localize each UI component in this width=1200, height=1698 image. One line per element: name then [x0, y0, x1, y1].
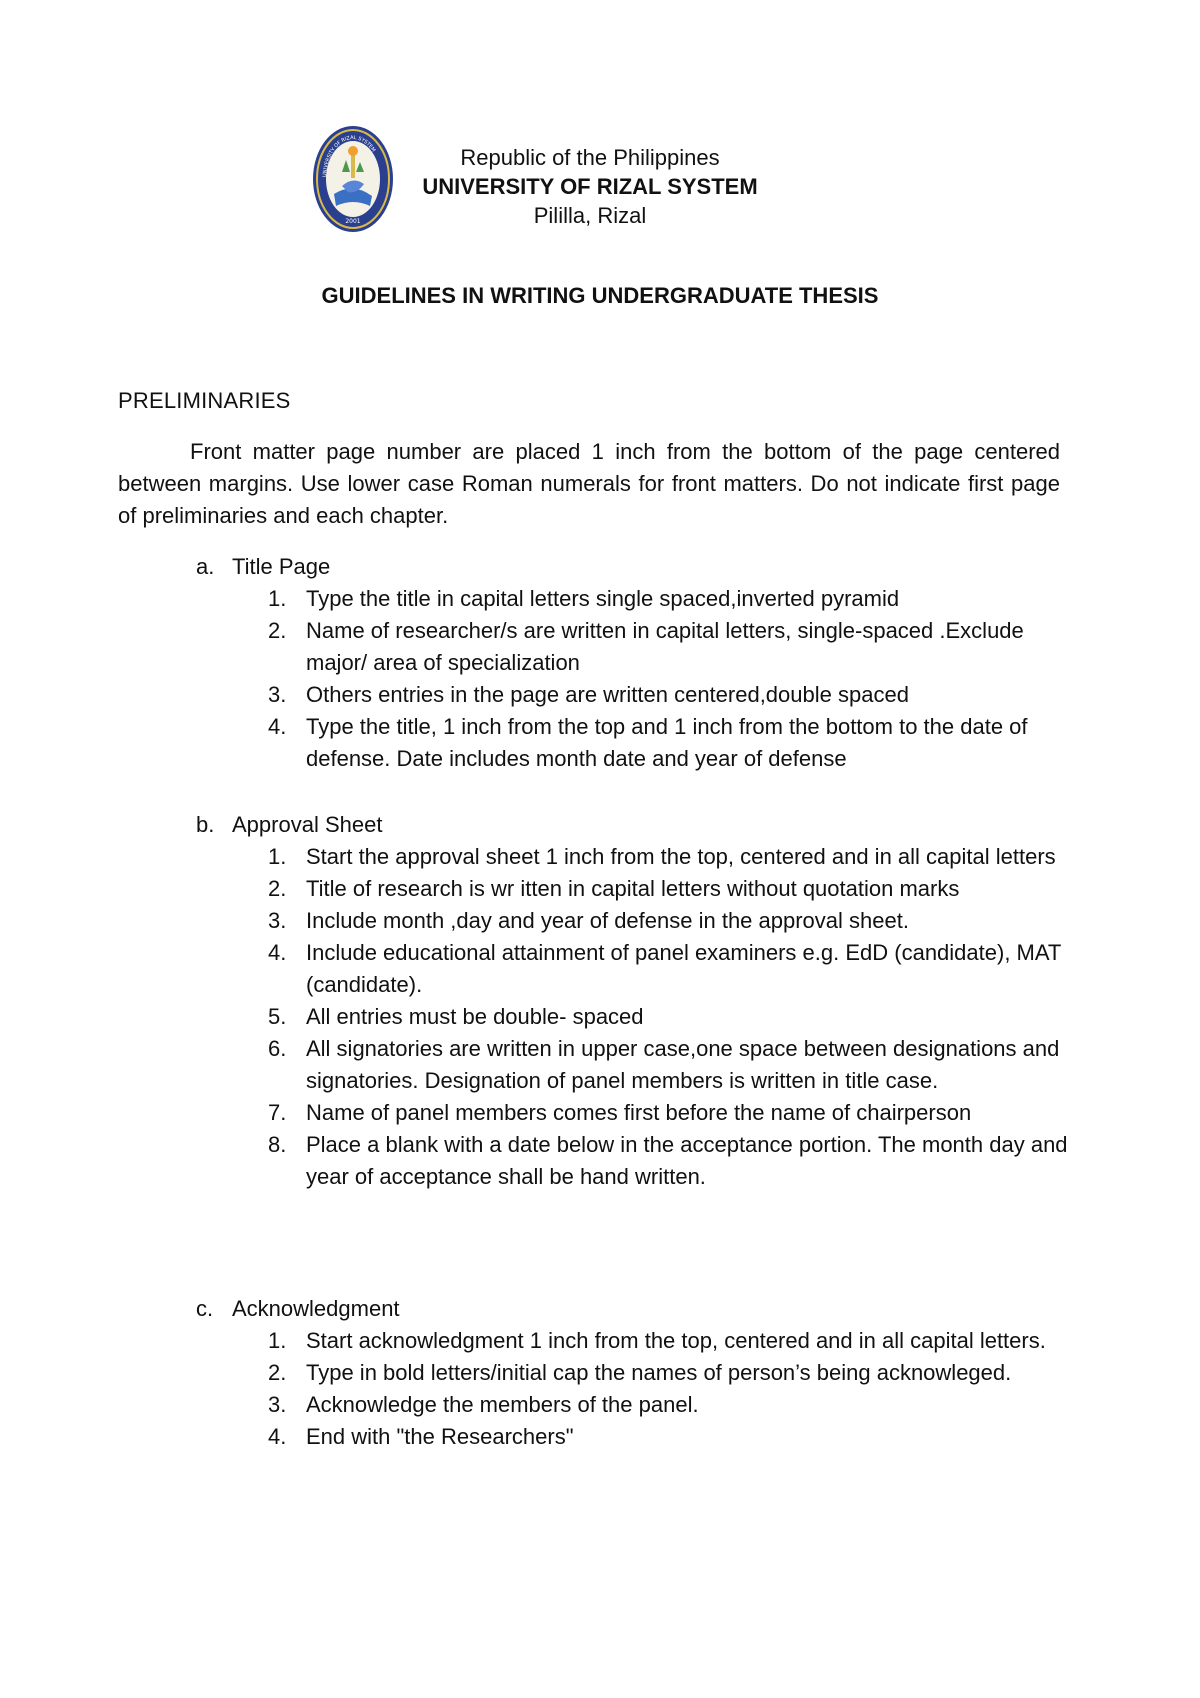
section-heading-text: Acknowledgment: [232, 1296, 400, 1321]
item-number: 4.: [268, 714, 287, 739]
item-number: 1.: [268, 844, 287, 869]
list-item: [268, 1001, 1076, 1033]
item-text: Type in bold letters/initial cap the names of person’s being acknowleged.: [306, 1360, 1012, 1385]
list-item: [268, 1097, 1076, 1129]
letterhead: [380, 143, 800, 230]
item-text: Type the title, 1 inch from the top and 1 inch from the bottom to the date of defense. Date includes month date and year of defense: [306, 714, 1028, 771]
list-item: [268, 1033, 1076, 1097]
item-number: 7.: [268, 1100, 287, 1125]
item-number: 4.: [268, 940, 287, 965]
item-text: Others entries in the page are written centered,double spaced: [306, 682, 909, 707]
item-text: Name of panel members comes first before the name of chairperson: [306, 1100, 972, 1125]
section-marker: a.: [196, 554, 215, 579]
item-number: 4.: [268, 1424, 287, 1449]
item-text: Include month ,day and year of defense in the approval sheet.: [306, 908, 909, 933]
item-number: 6.: [268, 1036, 287, 1061]
intro-paragraph: Front matter page number are placed 1 inch from the bottom of the page centered between margins. Use lower case Roman numerals for front matters. Do not indicate first page of preliminaries and each chapter.: [118, 439, 1060, 528]
list-item: [268, 583, 1076, 615]
list-item: [268, 1129, 1076, 1193]
list-item: [268, 711, 1076, 775]
section-marker: c.: [196, 1296, 214, 1321]
section-marker: b.: [196, 812, 215, 837]
item-number: 2.: [268, 876, 287, 901]
item-text: Place a blank with a date below in the acceptance portion. The month day and year of acceptance shall be hand written.: [306, 1132, 1068, 1189]
item-number: 2.: [268, 1360, 287, 1385]
list-item: [268, 937, 1076, 1001]
item-text: Title of research is wr itten in capital letters without quotation marks: [306, 876, 960, 901]
section-title-page: [196, 551, 1076, 775]
republic-line: Republic of the Philippines: [460, 145, 720, 170]
item-number: 8.: [268, 1132, 287, 1157]
list-item: [268, 841, 1076, 873]
item-number: 1.: [268, 586, 287, 611]
svg-text:UNIVERSITY OF RIZAL SYSTEM: UNIVERSITY OF RIZAL SYSTEM: [322, 134, 377, 178]
section-heading-text: Title Page: [232, 554, 331, 579]
document-title: GUIDELINES IN WRITING UNDERGRADUATE THESIS: [321, 283, 879, 308]
item-number: 1.: [268, 1328, 287, 1353]
list-item: [268, 1389, 1076, 1421]
item-text: Start the approval sheet 1 inch from the top, centered and in all capital letters: [306, 844, 1056, 869]
list-item: [268, 679, 1076, 711]
item-number: 3.: [268, 682, 287, 707]
university-name: UNIVERSITY OF RIZAL SYSTEM: [422, 174, 758, 199]
list-item: [268, 1325, 1076, 1357]
list-item: [268, 615, 1076, 679]
item-number: 3.: [268, 908, 287, 933]
item-text: Acknowledge the members of the panel.: [306, 1392, 699, 1417]
seal-year: 2001: [345, 218, 361, 225]
list-item: [268, 1421, 1076, 1453]
list-item: [268, 873, 1076, 905]
list-item: [268, 905, 1076, 937]
item-number: 5.: [268, 1004, 287, 1029]
item-text: Type the title in capital letters single spaced,inverted pyramid: [306, 586, 900, 611]
item-text: End with "the Researchers": [306, 1424, 574, 1449]
section-approval-sheet: [196, 809, 1076, 1193]
item-number: 2.: [268, 618, 287, 643]
section-heading-text: Approval Sheet: [232, 812, 383, 837]
item-number: 3.: [268, 1392, 287, 1417]
university-location: Pililla, Rizal: [533, 203, 647, 228]
section-acknowledgment: [196, 1293, 1076, 1453]
list-item: [268, 1357, 1076, 1389]
item-text: Name of researcher/s are written in capital letters, single-spaced .Exclude major/ area of specialization: [306, 618, 1024, 675]
item-text: Include educational attainment of panel examiners e.g. EdD (candidate), MAT (candidate).: [306, 940, 1061, 997]
item-text: All signatories are written in upper case,one space between designations and signatories. Designation of panel members is written in title case.: [306, 1036, 1060, 1093]
item-text: All entries must be double- spaced: [306, 1004, 644, 1029]
section-heading: PRELIMINARIES: [118, 388, 291, 413]
item-text: Start acknowledgment 1 inch from the top, centered and in all capital letters.: [306, 1328, 1046, 1353]
